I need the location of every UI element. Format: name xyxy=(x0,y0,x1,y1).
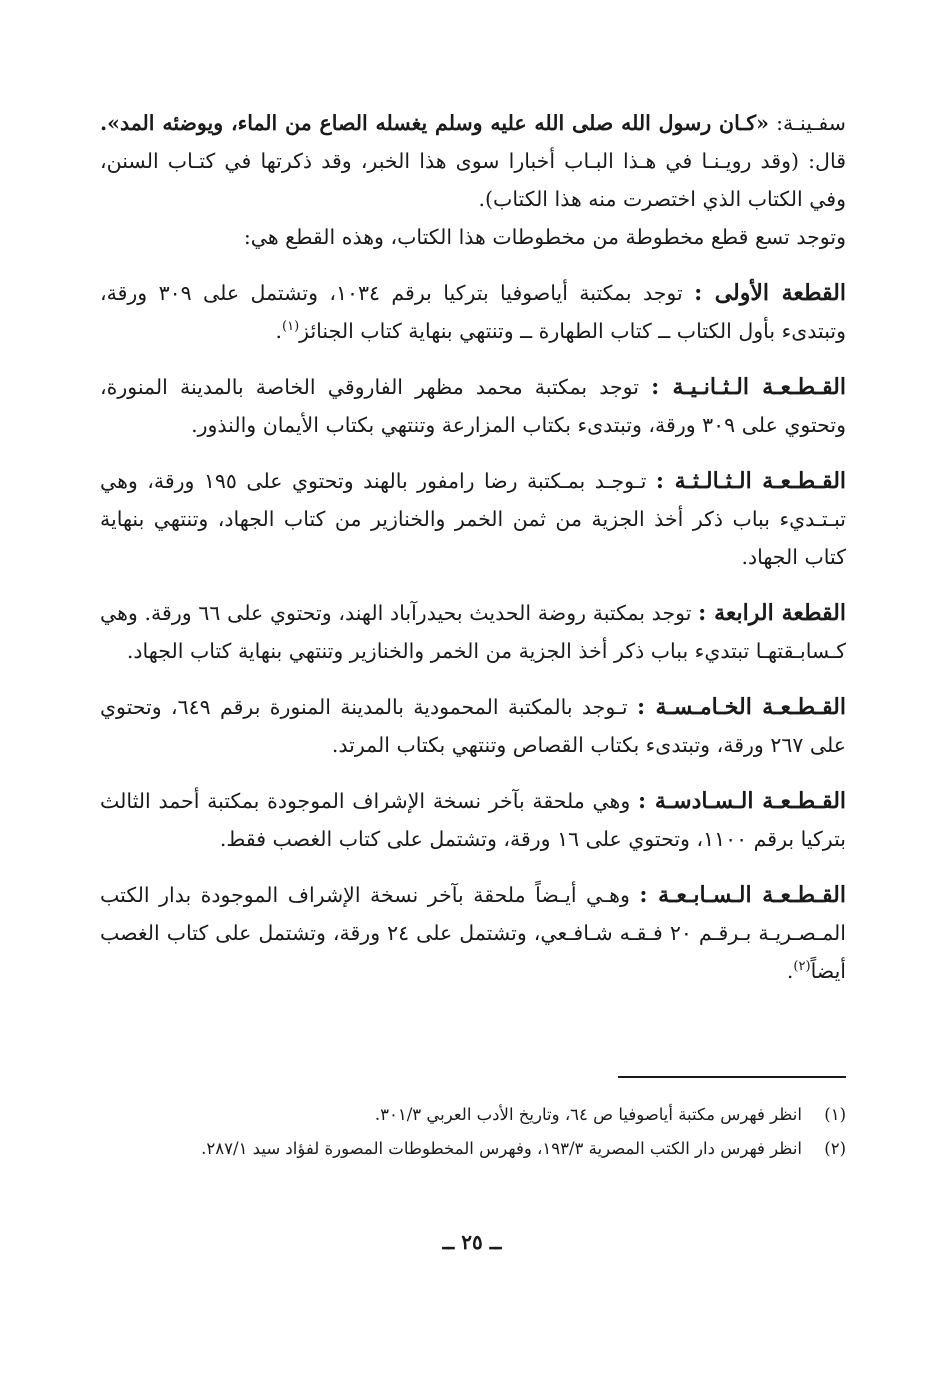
piece-text: توجد بمكتبة روضة الحديث بحيدرآباد الهند، وتحتوي على ٦٦ ورقة. وهي كـسابـقتهـا تبتديء بباب ذكر أخذ الجزية من الخمر والخنازير وتنتهي بنهاية كتاب الجهاد. xyxy=(100,601,846,663)
piece-heading: القـطـعـة الـثـانـيـة : xyxy=(651,374,846,400)
footnote-item xyxy=(100,1098,846,1132)
intro-rest: قال: (وقد رويـنـا في هـذا البـاب أخبارا سوى هذا الخبر، وقد ذكرتها في كتـاب السنن، وفي الكتاب الذي اختصرت منه هذا الكتاب). xyxy=(100,149,846,211)
piece-paragraph xyxy=(100,462,846,576)
piece-text: وهـي أيـضاً ملحقة بآخر نسخة الإشراف الموجودة بدار الكتب المـصـريـة بـرقـم ٢٠ فـقـه شـافـعي، وتشتمل على ٢٤ ورقة، وتشتمل على كتاب الغصب أيضاً xyxy=(100,883,846,983)
piece-heading: القـطـعـة الـسـادسـة : xyxy=(637,788,847,814)
piece-paragraph xyxy=(100,782,846,858)
piece-text: وهي ملحقة بآخر نسخة الإشراف الموجودة بمكتبة أحمد الثالث بتركيا برقم ١١٠٠، وتحتوي على ١٦ ورقة، وتشتمل على كتاب الغصب فقط. xyxy=(100,789,846,851)
piece-paragraph xyxy=(100,368,846,444)
piece-text: تـوجد بالمكتبة المحمودية بالمدينة المنورة برقم ٦٤٩، وتحتوي على ٢٦٧ ورقة، وتبتدىء بكتاب القصاص وتنتهي بكتاب المرتد. xyxy=(100,695,846,757)
piece-paragraph xyxy=(100,876,846,990)
intro-prefix: سفـينـة: xyxy=(768,111,846,135)
footnote-ref[interactable]: (٢) xyxy=(793,959,811,975)
piece-text: توجد بمكتبة محمد مظهر الفاروقي الخاصة بالمدينة المنورة، وتحتوي على ٣٠٩ ورقة، وتبتدىء بكتاب المزارعة وتنتهي بكتاب الأيمان والنذور. xyxy=(100,375,846,437)
footnote-item xyxy=(100,1132,846,1166)
footnote-number: (١) xyxy=(824,1105,846,1124)
piece-end: . xyxy=(786,959,794,983)
piece-heading: القطعة الأولى : xyxy=(694,280,846,306)
footnote-separator xyxy=(618,1076,846,1078)
footnote-text: انظر فهرس مكتبة أياصوفيا ص ٦٤، وتاريخ الأدب العربي ٣٠١/٣. xyxy=(374,1105,802,1124)
piece-text: تـوجـد بمـكتبة رضا رامفور بالهند وتحتوي على ١٩٥ ورقة، وهي تبـتـديء بباب ذكر أخذ الجزية من ثمن الخمر والخنازير من كتاب الجهاد، وتنتهي بنهاية كتاب الجهاد. xyxy=(100,469,846,569)
footnote-text: انظر فهرس دار الكتب المصرية ١٩٣/٣، وفهرس المخطوطات المصورة لفؤاد سيد ٢٨٧/١. xyxy=(201,1139,802,1158)
page-number: ــ ٢٥ ــ xyxy=(442,1230,502,1254)
piece-heading: القـطـعـة الـسـابـعـة : xyxy=(639,882,846,908)
page-body xyxy=(100,104,846,990)
footnote-number: (٢) xyxy=(824,1139,846,1158)
piece-paragraph xyxy=(100,688,846,764)
piece-paragraph xyxy=(100,274,846,350)
intro-paragraph xyxy=(100,104,846,218)
piece-end: . xyxy=(275,319,283,343)
hadith-quote: «كـان رسول الله صلى الله عليه وسلم يغسله الصاع من الماء، ويوضئه المد». xyxy=(100,111,769,135)
footnotes xyxy=(100,1098,846,1166)
piece-heading: القـطـعـة الـثـالـثـة : xyxy=(655,468,847,494)
piece-heading: القطعة الرابعة : xyxy=(698,600,846,626)
piece-text: توجد بمكتبة أياصوفيا بتركيا برقم ١٠٣٤، وتشتمل على ٣٠٩ ورقة، وتبتدىء بأول الكتاب ــ كتاب الطهارة ــ وتنتهي بنهاية كتاب الجنائز xyxy=(100,281,846,343)
footnote-ref[interactable]: (١) xyxy=(282,319,300,335)
piece-paragraph xyxy=(100,594,846,670)
piece-heading: القـطـعـة الخـامـسـة : xyxy=(636,694,846,720)
lead-paragraph: وتوجد تسع قطع مخطوطة من مخطوطات هذا الكتاب، وهذه القطع هي: xyxy=(243,225,846,249)
